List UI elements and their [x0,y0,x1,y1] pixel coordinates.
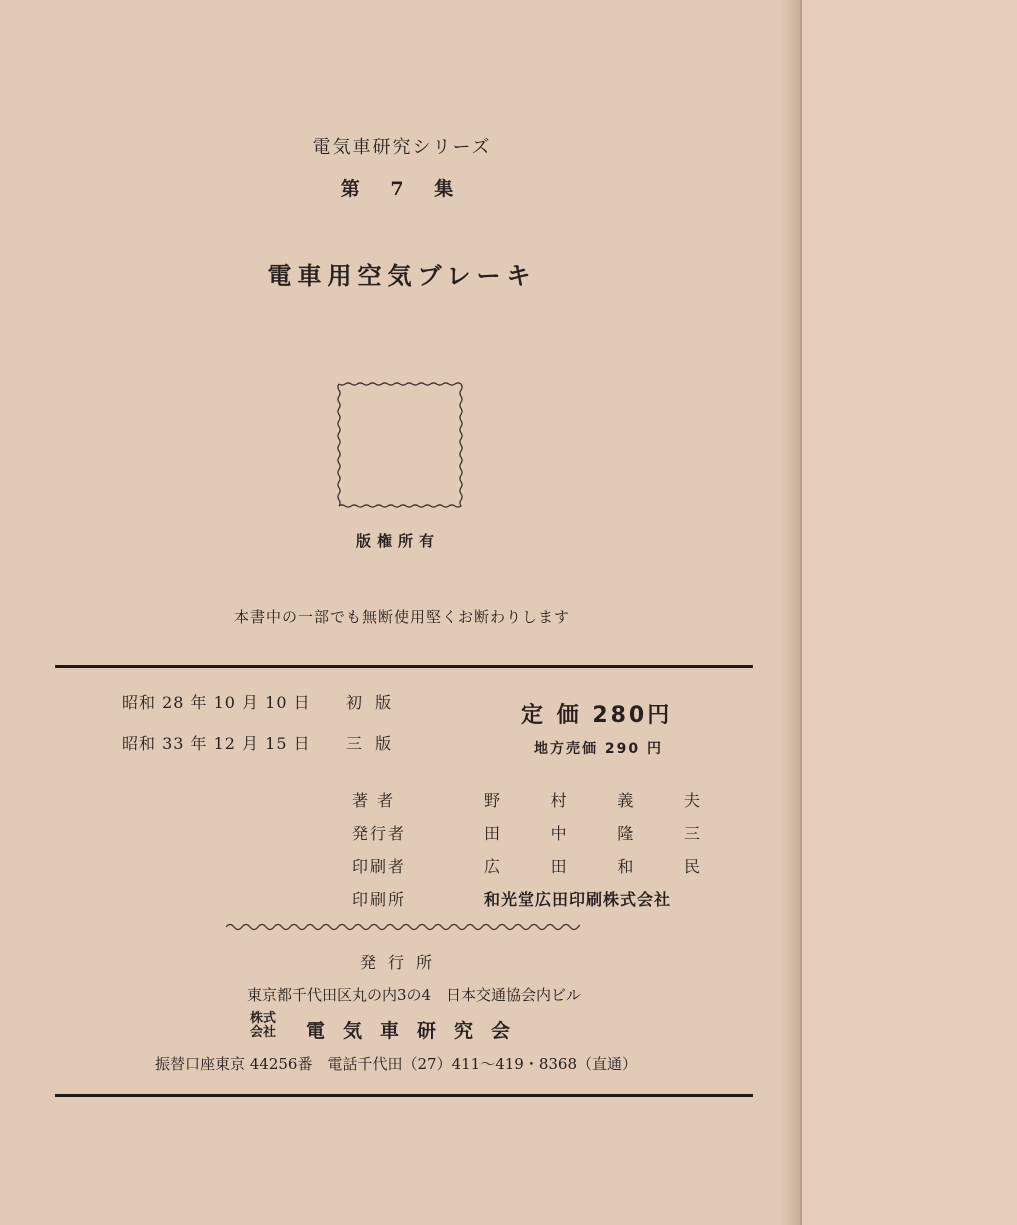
name-char: 民 [683,857,700,876]
wavy-divider [226,920,580,934]
edition-date-1: 昭和 28 年 10 月 10 日 [122,693,311,712]
role-author: 著 者 [352,791,396,810]
top-rule [55,665,753,668]
name-char: 野 [484,791,501,810]
name-print-shop: 和光堂広田印刷株式会社 [484,890,672,909]
name-char: 広 [484,857,501,876]
name-publisher [484,821,700,844]
name-char: 夫 [683,791,700,810]
edition-label-2: 三 版 [346,734,396,753]
volume-number: 第 7 集 [340,178,460,200]
book-title: 電車用空気ブレーキ [267,262,537,290]
publisher-address: 東京都千代田区丸の内3の4 日本交通協会内ビル [246,986,582,1004]
series-title: 電気車研究シリーズ [312,137,492,158]
seal-stamp-box [333,378,467,512]
name-char: 村 [550,791,567,810]
publisher-contact: 振替口座東京 44256番 電話千代田（27）411〜419・8368（直通） [154,1055,638,1073]
name-char: 義 [617,791,634,810]
copyright-label: 版権所有 [355,532,441,550]
right-page-edge [800,0,1017,1225]
company-name: 電気車研究会 [306,1020,529,1042]
name-char: 隆 [617,824,634,843]
name-char: 和 [617,857,634,876]
role-print-shop: 印刷所 [352,890,407,909]
bottom-rule [55,1094,753,1097]
edition-label-1: 初 版 [346,693,396,712]
role-publisher: 発行者 [352,824,407,843]
list-price: 定 価 280円 [521,703,673,728]
publisher-label: 発行所 [359,953,445,972]
role-printer: 印刷者 [352,857,407,876]
copyright-notice: 本書中の一部でも無断使用堅くお断わりします [233,608,571,626]
name-printer [484,854,700,877]
company-type: 株式会社 [250,1011,277,1040]
page-fold-line [800,0,802,1225]
local-price: 地方売価 290 円 [534,741,663,757]
edition-date-2: 昭和 33 年 12 月 15 日 [122,734,311,753]
name-char: 中 [550,824,567,843]
name-char: 田 [550,857,567,876]
name-author [484,788,700,811]
name-char: 田 [484,824,501,843]
name-char: 三 [683,824,700,843]
